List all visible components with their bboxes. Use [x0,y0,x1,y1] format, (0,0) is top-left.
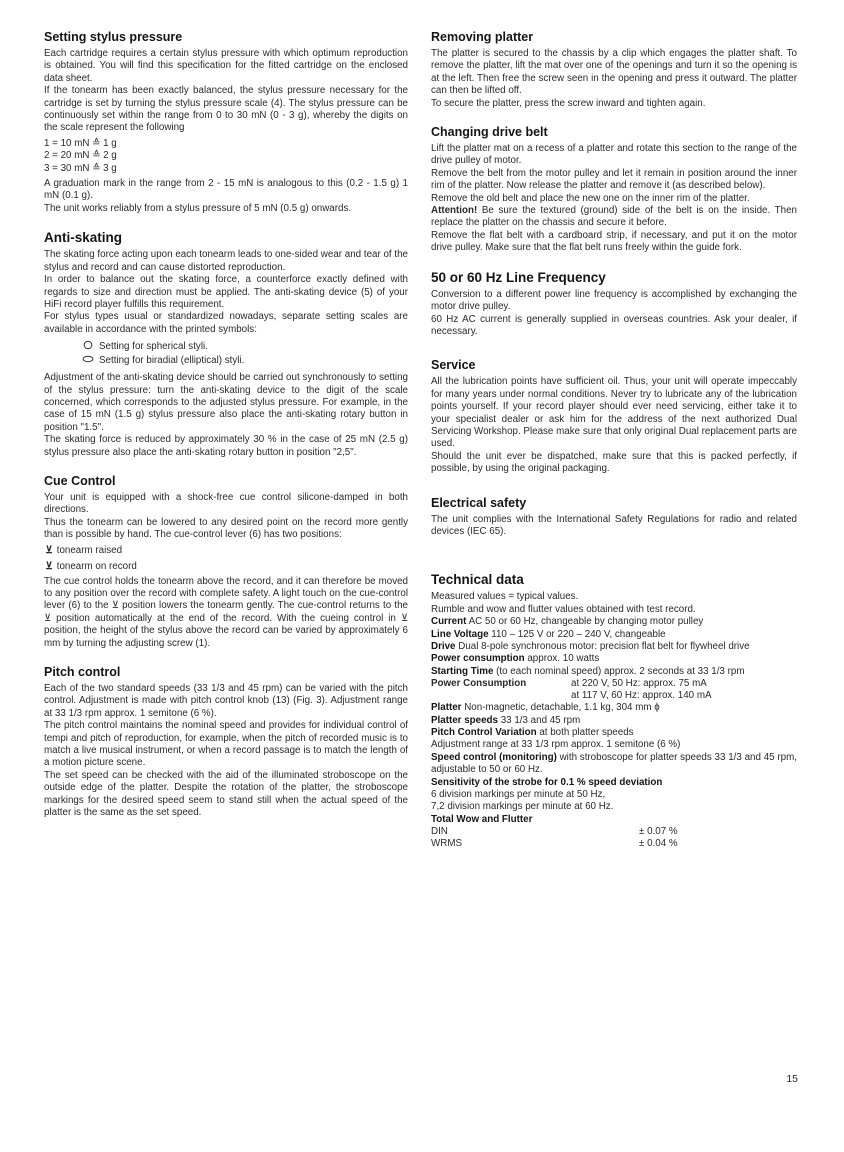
attention-label: Attention! [431,205,478,217]
tech-line: Adjustment range at 33 1/3 rpm approx. 1 semitone (6 %) [431,739,681,751]
section-title: Removing platter [431,30,534,44]
tech-strobe-sensitivity [431,777,797,789]
symbol-list [82,340,408,368]
tech-value: Non-magnetic, detachable, 1.1 kg, 304 mm ϕ [461,702,660,714]
tech-wrms [431,838,797,850]
paragraph: The skating force is reduced by approximately 30 % in the case of 25 mN (2.5 g) stylus pressure also place the anti-skating rotary button in position "2,5". [44,434,408,458]
section-technical-data [431,572,797,850]
section-changing-drive-belt [431,125,797,255]
tech-key: Platter speeds [431,714,498,726]
paragraph: Your unit is equipped with a shock-free cue control silicone-damped in both directions. [44,491,408,516]
tech-key: Platter [431,702,462,714]
tech-power-consumption [431,678,797,690]
section-line-frequency [431,270,797,339]
tech-wow-flutter [431,814,797,826]
tech-voltage [431,629,797,641]
section-title: Setting stylus pressure [44,30,183,44]
symbol-label: Setting for biradial (elliptical) styli. [99,355,245,367]
tech-value: ± 0.07 % [639,826,678,838]
tech-key: Total Wow and Flutter [431,813,533,825]
tech-key: Speed control (monitoring) [431,751,557,763]
section-anti-skating [44,230,408,459]
left-column [44,30,408,835]
tech-power-consumption-2 [431,690,797,702]
tech-value: with stroboscope for platter speeds 33 1/3 and 45 rpm, adjustable to 50 or 60 Hz. [431,751,797,776]
paragraph: The unit works reliably from a stylus pressure of 5 mN (0.5 g) onwards. [44,202,352,214]
paragraph: 60 Hz AC current is generally supplied in overseas countries. Ask your dealer, if necessary. [431,313,797,337]
lever-label: tonearm on record [56,560,137,572]
section-title: Pitch control [44,665,121,680]
tech-key: Power Consumption [431,678,527,690]
lever-label: tonearm raised [56,544,123,556]
paragraph: Thus the tonearm can be lowered to any desired point on the record more gently than is possible by hand. The cue-control lever (6) has two positions: [44,516,408,541]
paragraph: The unit complies with the International Safety Regulations for radio and related devices (IEC 65). [431,513,797,537]
section-stylus-pressure [44,30,408,215]
paragraph: All the lubrication points have sufficient oil. Thus, your unit will operate impeccably for many years under normal conditions. Never try to lubricate any of the lubrication points yourself. If your record player should ever need servicing, either take it to your specialist dealer or ask him for the address of the next authorized Dual Servicing Workshop. Please make sure that only original Dual replacement parts are used. [431,376,797,450]
tech-value: Dual 8-pole synchronous motor: precision flat belt for flywheel drive [455,641,750,652]
tech-din [431,826,797,838]
tech-value: at 117 V, 60 Hz: approx. 140 mA [571,690,712,702]
right-column [431,30,797,865]
section-title: 50 or 60 Hz Line Frequency [431,269,606,285]
tech-key: WRMS [431,838,463,850]
tech-key: Current [431,616,467,628]
tech-value: approx. 10 watts [524,653,600,665]
tech-key: Line Voltage [431,628,489,640]
section-pitch-control [44,665,408,819]
tech-value: ± 0.04 % [639,838,678,850]
tech-power [431,653,797,665]
tech-line: 7,2 division markings per minute at 60 Hz. [431,801,614,813]
paragraph: To secure the platter, press the screw inward and tighten again. [431,97,706,109]
attention-text: Be sure the textured (ground) side of the belt is on the inside. Then replace the platter on the chassis and secure it before. [431,205,797,229]
section-title: Technical data [431,572,524,588]
paragraph: Remove the belt from the motor pulley and let it remain in position around the inner rim of the platter. Now release the platter and remove it (as described below). [431,167,797,192]
paragraph: Each of the two standard speeds (33 1/3 and 45 rpm) can be varied with the pitch control. Adjustment is made with pitch control knob (13) (Fig. 3). Adjustment range at 33 1/3 rpm approx. 1 semitone (6 %). [44,683,408,719]
paragraph: The cue control holds the tonearm above the record, and it can therefore be moved to any position over the record with complete safety. A light touch on the cue-control lever (6) to the ⊻ position lowers the tonearm gently. The cue-control returns to the ⊻ position automatically at the end of the record. With the cueing control in ⊻ position, the height of the stylus above the record can be varied by approximately 6 mm by turning the adjusting screw (1). [44,575,408,649]
paragraph [431,205,797,230]
tech-key: DIN [431,826,448,838]
lever-lowered-icon: ⊻ [45,560,53,572]
tech-value: (to each nominal speed) approx. 2 seconds at 33 1/3 rpm [493,665,745,677]
tech-key: Drive [431,641,456,652]
paragraph: The platter is secured to the chassis by a clip which engages the platter shaft. To remove the platter, lift the mat over one of the openings and turn it so the opening is at the left. Then free the screw seen in the opening and press it outward. The platter can then be lifted off. [431,48,797,97]
tech-speed-control [431,752,797,777]
section-cue-control [44,474,408,650]
section-title: Cue Control [44,473,116,488]
paragraph: In order to balance out the skating force, a counterforce exactly defined with regards to size and direction must be applied. The anti-skating device (5) of your HiFi record player fulfills this requirement. [44,274,408,310]
section-removing-platter [431,30,797,110]
tech-platter-speeds [431,715,797,727]
paragraph: Should the unit ever be dispatched, make sure that this is packed perfectly, if possible, by using the original packaging. [431,450,797,475]
section-service [431,358,797,475]
section-title: Service [431,358,476,373]
paragraph: For stylus types usual or standardized nowadays, separate setting scales are available in accordance with the printed symbols: [44,311,408,335]
lever-position-raised [44,544,408,558]
symbol-biradial [82,354,408,368]
paragraph: Adjustment of the anti-skating device should be carried out synchronously to setting of the stylus pressure: turn the anti-skating device to the digit of the scale concerned, which corresponds to the adjusted stylus pressure. For example, in the case of 15 mN (1.5 g) stylus pressure also place the anti-skating rotary button in position "1.5". [44,372,408,433]
tech-key: Starting Time [431,665,494,677]
tech-value: AC 50 or 60 Hz, changeable by changing motor pulley [466,616,704,628]
section-title: Electrical safety [431,495,527,510]
paragraph: Remove the old belt and place the new one on the inner rim of the platter. [431,192,750,204]
paragraph: A graduation mark in the range from 2 - 15 mN is analogous to this (0.2 - 1.5 g) 1 mN (0.1 g). [44,178,408,202]
ellipse-outline-icon [82,354,94,364]
scale-line: 3 = 30 mN ≙ 3 g [44,162,117,174]
circle-outline-icon [82,340,94,350]
tech-value: at both platter speeds [536,727,634,739]
tech-drive [431,641,797,653]
tech-key: Sensitivity of the strobe for 0.1 % speed deviation [431,776,663,788]
tech-value: at 220 V, 50 Hz: approx. 75 mA [571,678,707,690]
tech-key: Pitch Control Variation [431,727,537,739]
tech-key: Power consumption [431,653,525,665]
lever-raised-icon: ⊻ [45,544,53,556]
tech-starting-time [431,666,797,678]
tech-line: Rumble and wow and flutter values obtained with test record. [431,603,696,615]
tech-platter [431,702,797,714]
paragraph: Each cartridge requires a certain stylus pressure with which optimum reproduction is obtained. You will find this specification for the fitted cartridge on the enclosed data sheet. [44,48,408,84]
paragraph: The skating force acting upon each tonearm leads to one-sided wear and tear of the stylus and record and can cause distorted reproduction. [44,249,408,273]
symbol-spherical [82,340,408,354]
section-title: Anti-skating [44,230,123,246]
section-title: Changing drive belt [431,125,548,140]
tech-value: 110 – 125 V or 220 – 240 V, changeable [488,628,666,640]
tech-value: 33 1/3 and 45 rpm [497,714,581,726]
paragraph: Conversion to a different power line frequency is accomplished by exchanging the motor drive pulley. [431,288,797,313]
paragraph: Remove the flat belt with a cardboard strip, if necessary, and put it on the motor drive pulley. Make sure that the flat belt runs freely within the guide fork. [431,229,797,254]
scale-line: 1 = 10 mN ≙ 1 g [44,137,117,149]
tech-line: Measured values = typical values. [431,591,579,603]
page-number: 15 [786,1073,798,1085]
paragraph: The pitch control maintains the nominal speed and provides for individual control of tempi and pitch of reproduction, for example, when the pitch of recorded music is to match a live musical instrument, or when a record passage is to match the length of a motion picture scene. [44,720,408,769]
symbol-label: Setting for spherical styli. [99,341,208,353]
paragraph: If the tonearm has been exactly balanced, the stylus pressure necessary for the cartridge is set by turning the stylus pressure scale (4). The stylus pressure can be continuously set within the range from 0 to 30 mN (0 - 3 g), whereby the digits on the scale represent the following [44,85,408,134]
tech-current [431,616,797,628]
paragraph: Lift the platter mat on a recess of a platter and rotate this section to the range of the drive pulley of motor. [431,143,797,167]
lever-position-lowered [44,560,408,574]
tech-pitch-variation [431,727,797,739]
paragraph: The set speed can be checked with the aid of the illuminated stroboscope on the outside edge of the platter. Despite the rotation of the platter, the stroboscope markings for the desired speed seem to stand still when the actual speed of the platter is the same as the set speed. [44,769,408,819]
tech-line: 6 division markings per minute at 50 Hz, [431,789,606,801]
scale-line: 2 = 20 mN ≙ 2 g [44,150,117,162]
section-electrical-safety [431,496,797,539]
